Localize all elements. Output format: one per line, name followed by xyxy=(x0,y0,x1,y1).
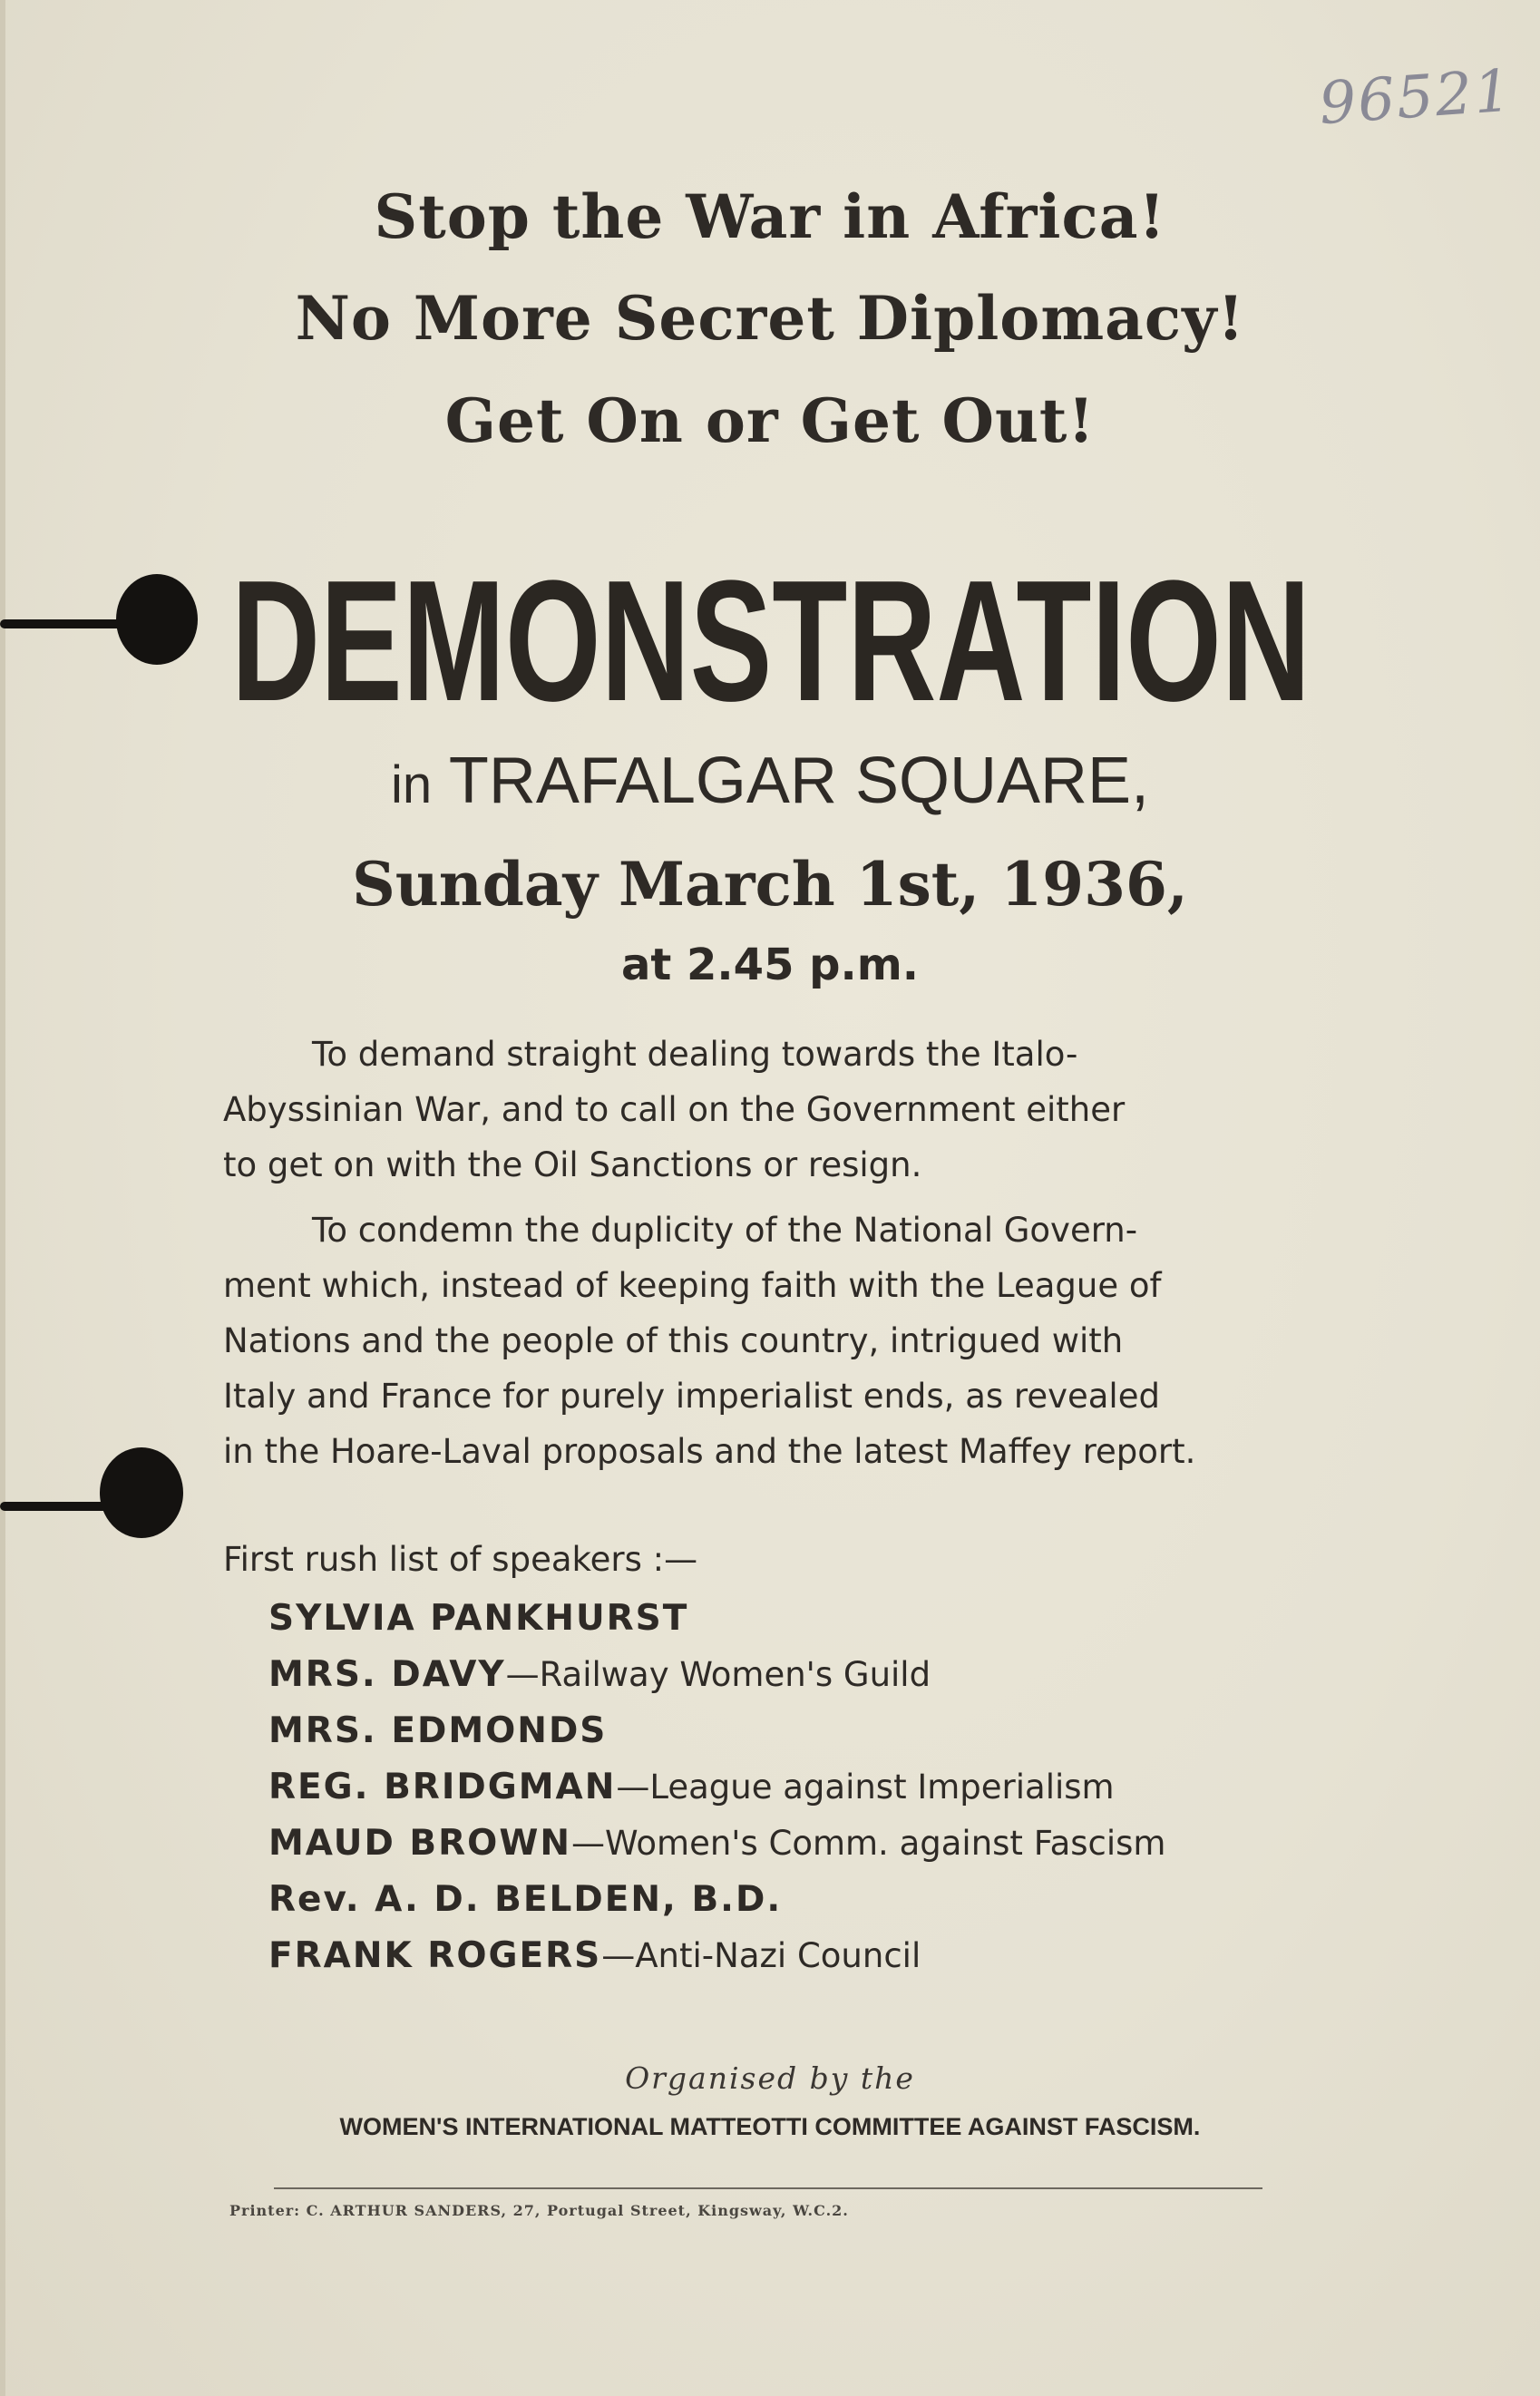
paragraph-demand xyxy=(223,1027,1316,1193)
speaker-row xyxy=(268,1935,921,1976)
speaker-name: MRS. EDMONDS xyxy=(268,1710,608,1751)
location-line xyxy=(0,744,1540,818)
organiser-committee: WOMEN'S INTERNATIONAL MATTEOTTI COMMITTEE AGAINST FASCISM. xyxy=(339,2113,1201,2140)
punch-hole-top xyxy=(116,574,198,665)
speaker-affiliation: —Railway Women's Guild xyxy=(505,1655,931,1694)
handwritten-archive-number: 96521 xyxy=(1317,57,1516,139)
speaker-name: SYLVIA PANKHURST xyxy=(268,1598,689,1639)
headline-text: DEMONSTRATION xyxy=(231,545,1311,718)
speaker-affiliation: —Anti-Nazi Council xyxy=(601,1936,921,1975)
headline-svg xyxy=(227,528,1315,718)
event-date: Sunday March 1st, 1936, xyxy=(352,849,1188,920)
slogan-get-on-or-get-out: Get On or Get Out! xyxy=(444,385,1096,456)
speaker-row xyxy=(268,1598,688,1639)
speaker-affiliation: —Women's Comm. against Fascism xyxy=(570,1824,1166,1863)
speaker-name: MRS. DAVY xyxy=(268,1654,506,1695)
speaker-name: MAUD BROWN xyxy=(268,1823,571,1864)
event-time: at 2.45 p.m. xyxy=(620,940,920,990)
speaker-row xyxy=(268,1654,931,1695)
paragraph-line: Abyssinian War, and to call on the Government either xyxy=(223,1090,1126,1129)
speaker-name: REG. BRIDGMAN xyxy=(268,1767,617,1807)
speaker-row xyxy=(268,1879,782,1920)
paragraph-line: To demand straight dealing towards the Italo- xyxy=(312,1035,1078,1074)
paragraph-line: to get on with the Oil Sanctions or resign. xyxy=(223,1145,922,1184)
footer-divider xyxy=(274,2187,1262,2189)
speaker-row xyxy=(268,1823,1165,1864)
paragraph-line: Nations and the people of this country, intrigued with xyxy=(223,1321,1124,1360)
speaker-name: FRANK ROGERS xyxy=(268,1935,602,1976)
speakers-intro: First rush list of speakers :— xyxy=(223,1540,698,1579)
paragraph-condemn xyxy=(223,1203,1316,1479)
paragraph-line: To condemn the duplicity of the National Govern- xyxy=(312,1211,1138,1250)
punch-hole-bottom xyxy=(100,1447,183,1538)
slogan-no-secret-diplomacy: No More Secret Diplomacy! xyxy=(295,283,1245,354)
paper-edge xyxy=(0,0,5,2396)
speaker-row xyxy=(268,1710,607,1751)
location-place: TRAFALGAR SQUARE, xyxy=(448,745,1150,817)
headline-demonstration xyxy=(227,528,1315,718)
slogan-stop-the-war: Stop the War in Africa! xyxy=(374,181,1166,252)
organised-by: Organised by the xyxy=(625,2060,915,2096)
location-prefix: in xyxy=(390,755,433,814)
printer-credit: Printer: C. ARTHUR SANDERS, 27, Portugal Street, Kingsway, W.C.2. xyxy=(229,2202,849,2219)
speaker-affiliation: —League against Imperialism xyxy=(616,1768,1115,1807)
speaker-row xyxy=(268,1767,1115,1807)
speaker-name: Rev. A. D. BELDEN, B.D. xyxy=(268,1879,783,1920)
paragraph-line: ment which, instead of keeping faith with the League of xyxy=(223,1266,1162,1305)
paragraph-line: Italy and France for purely imperialist ends, as revealed xyxy=(223,1377,1160,1416)
paragraph-line: in the Hoare-Laval proposals and the latest Maffey report. xyxy=(223,1432,1196,1471)
